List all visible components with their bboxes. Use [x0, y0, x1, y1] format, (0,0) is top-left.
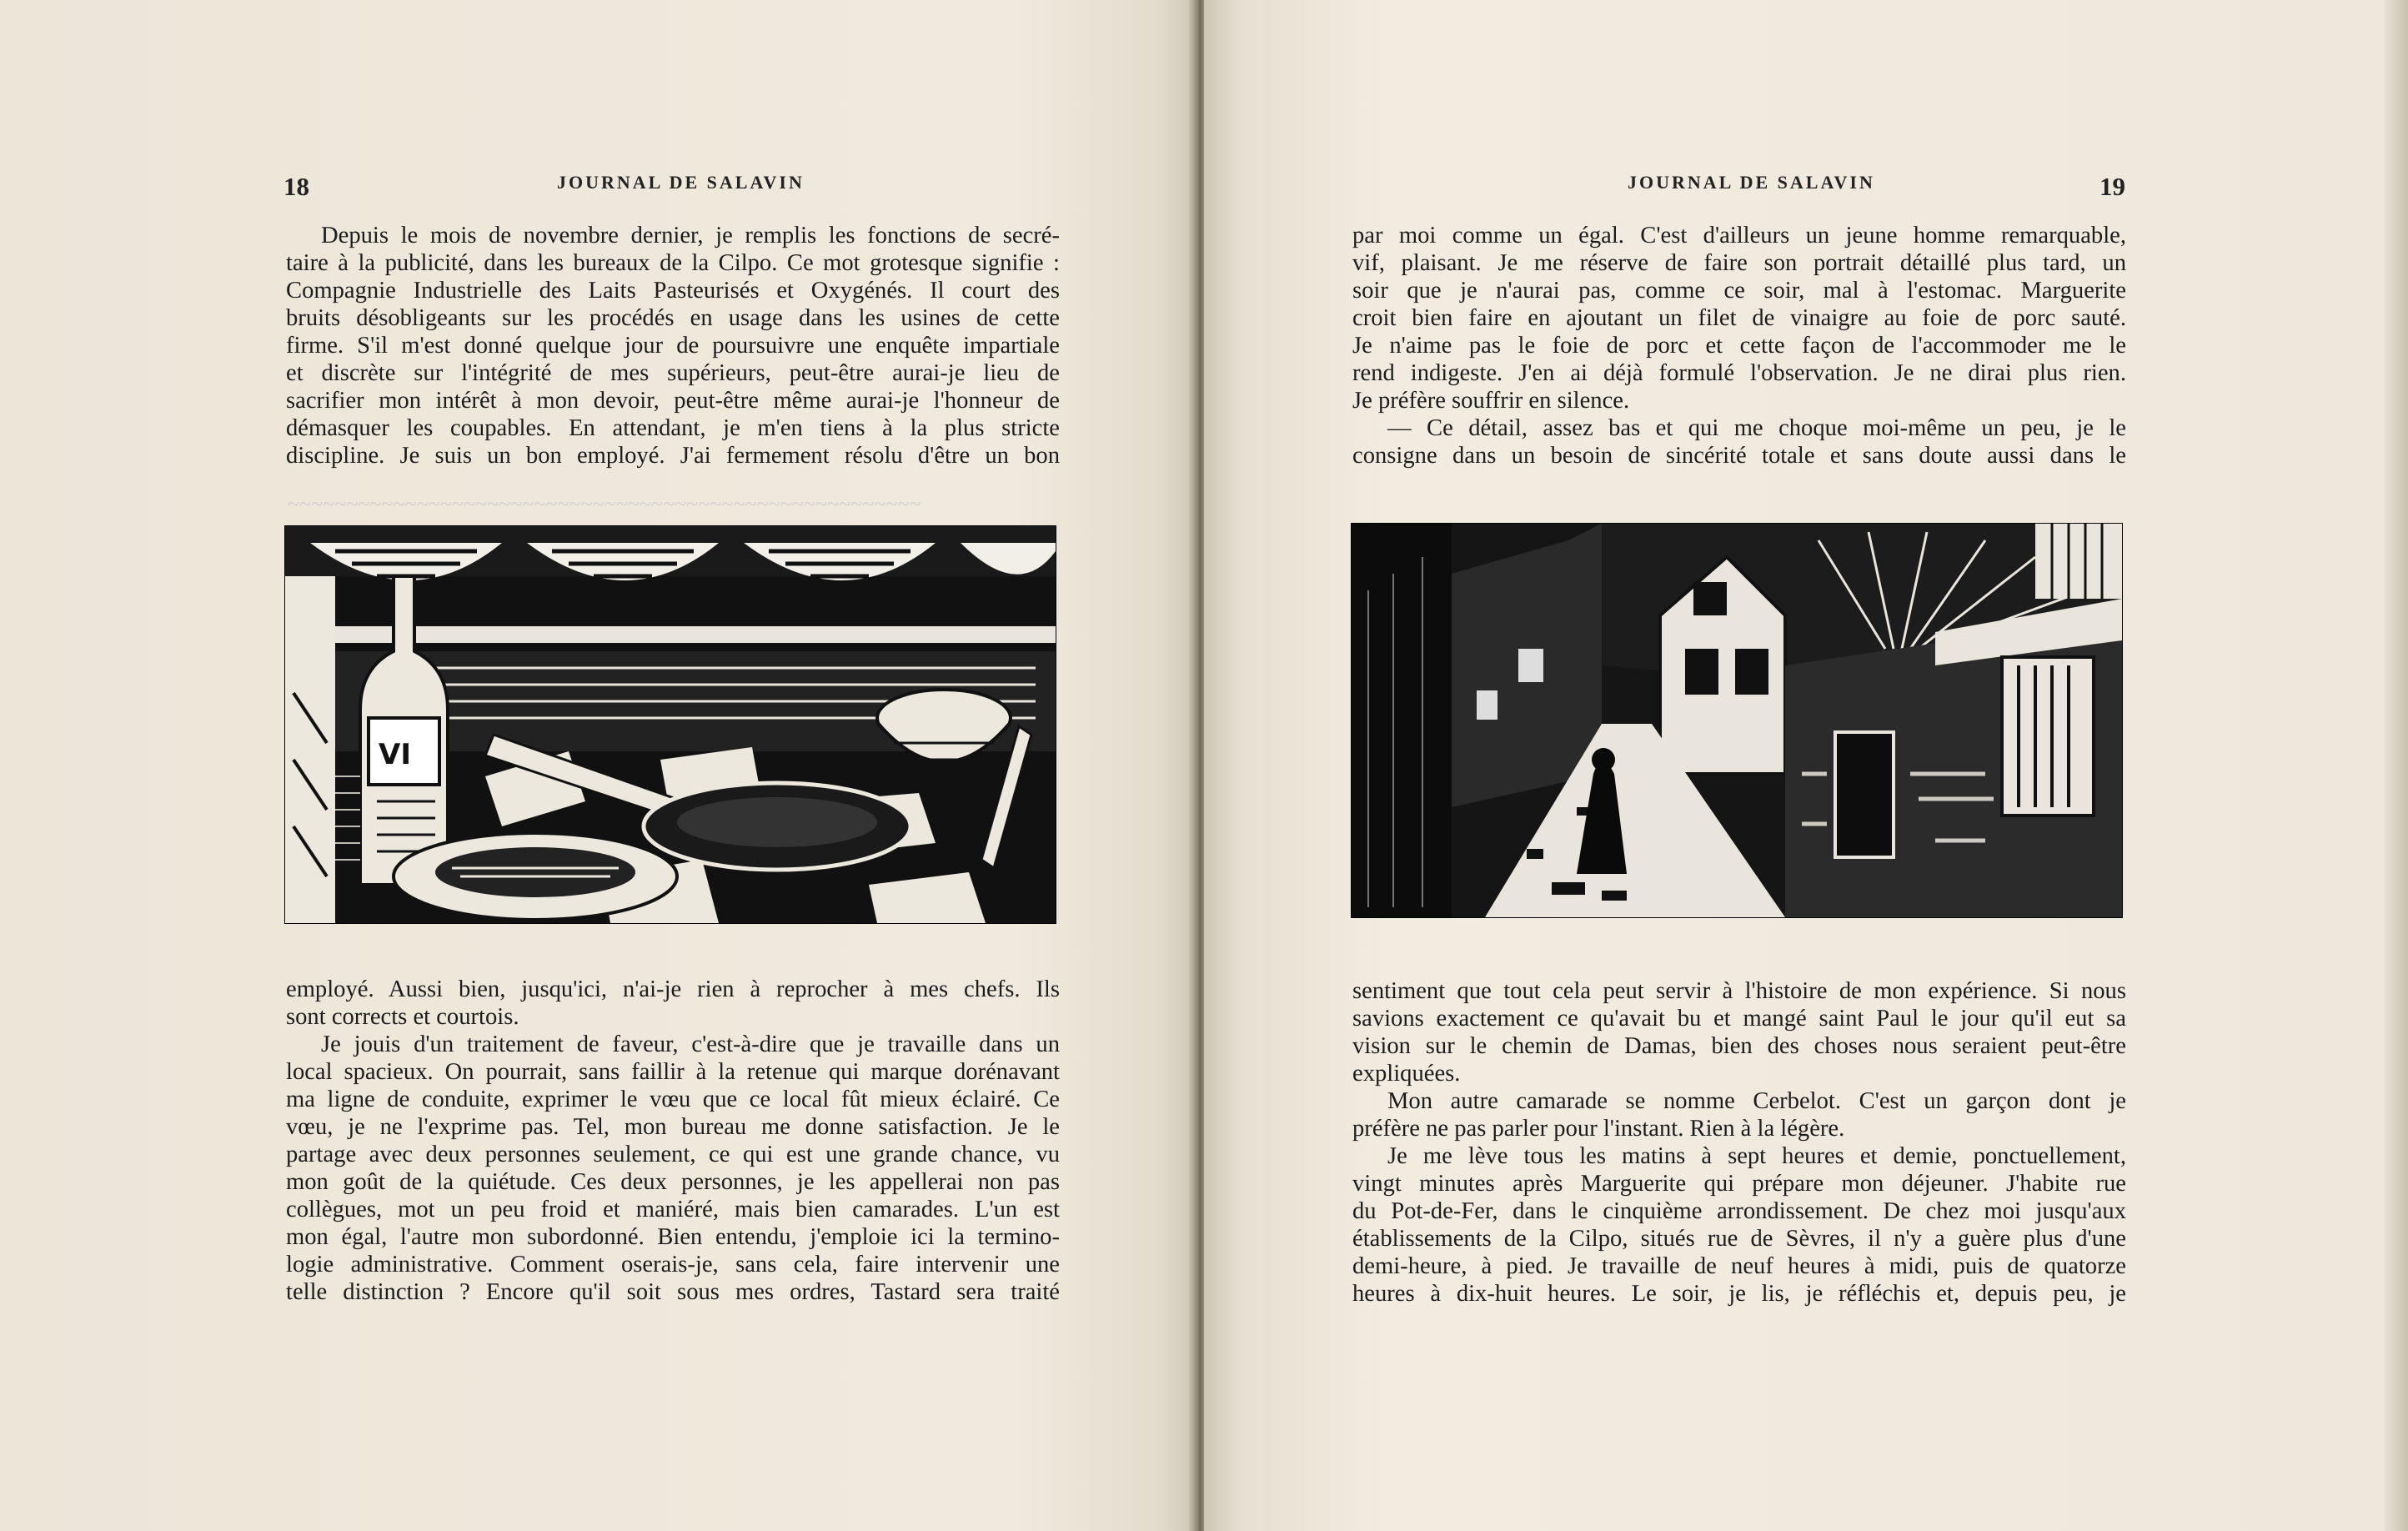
text-line: partage avec deux personnes seulement, ce qui est une grande chance, vu	[286, 1142, 1060, 1167]
text-line: Depuis le mois de novembre dernier, je remplis les fonctions de secré-	[321, 223, 1060, 248]
text-line: sont corrects et courtois.	[286, 1004, 519, 1030]
street-woodcut	[1352, 524, 2122, 917]
text-line: sacrifier mon intérêt à mon devoir, peut-être même aurai-je l'honneur de	[286, 388, 1060, 414]
left-text-top	[286, 222, 1060, 469]
text-line: vision sur le chemin de Damas, bien des choses nous seraient peut-être	[1352, 1033, 2126, 1059]
right-running-head: JOURNAL DE SALAVIN	[1628, 172, 1875, 193]
text-line: savions exactement ce qu'avait bu et mangé saint Paul le jour qu'il eut sa	[1352, 1006, 2126, 1032]
text-line: Je me lève tous les matins à sept heures et demie, ponctuellement,	[1387, 1143, 2126, 1169]
text-line: mon égal, l'autre mon subordonné. Bien entendu, j'emploie ici la termino-	[286, 1224, 1060, 1250]
text-line: local spacieux. On pourrait, sans faillir à la retenue qui marque dorénavant	[286, 1059, 1060, 1085]
text-line: du Pot-de-Fer, dans le cinquième arrondissement. De chez moi jusqu'aux	[1352, 1198, 2126, 1224]
text-line: taire à la publicité, dans les bureaux de la Cilpo. Ce mot grotesque signifie :	[286, 250, 1060, 276]
text-line: croit bien faire en ajoutant un filet de vinaigre au foie de porc sauté.	[1352, 305, 2126, 331]
right-page	[1204, 0, 2408, 1531]
left-folio: 18	[283, 172, 309, 201]
left-woodcut-illustration	[284, 525, 1056, 924]
text-line: par moi comme un égal. C'est d'ailleurs un jeune homme remarquable,	[1352, 223, 2126, 248]
text-line: employé. Aussi bien, jusqu'ici, n'ai-je rien à reprocher à mes chefs. Ils	[286, 976, 1060, 1002]
text-line: — Ce détail, assez bas et qui me choque moi-même un peu, je le	[1387, 415, 2126, 441]
text-line: logie administrative. Comment oserais-je, sans cela, faire intervenir une	[286, 1252, 1060, 1278]
text-line: et discrète sur l'intégrité de mes supérieurs, peut-être aurai-je lieu de	[286, 360, 1060, 386]
right-text-top	[1352, 222, 2126, 469]
text-line: firme. S'il m'est donné quelque jour de poursuivre une enquête impartiale	[286, 333, 1060, 359]
text-line: Je n'aime pas le foie de porc et cette façon de l'accommoder me le	[1352, 333, 2126, 359]
still-life-woodcut	[285, 526, 1056, 923]
text-line: vingt minutes après Marguerite qui prépare mon déjeuner. J'habite rue	[1352, 1171, 2126, 1197]
text-line: soir que je n'aurai pas, comme ce soir, mal à l'estomac. Marguerite	[1352, 278, 2126, 304]
text-line: Je jouis d'un traitement de faveur, c'est-à-dire que je travaille dans un	[321, 1032, 1060, 1057]
text-line: discipline. Je suis un bon employé. J'ai fermement résolu d'être un bon	[286, 443, 1060, 469]
text-line: vœu, je ne l'exprime pas. Tel, mon bureau me donne satisfaction. Je le	[286, 1114, 1060, 1140]
text-line: préfère ne pas parler pour l'instant. Rien à la légère.	[1352, 1116, 1845, 1142]
text-line: telle distinction ? Encore qu'il soit sous mes ordres, Tastard sera traité	[286, 1279, 1060, 1305]
text-line: expliquées.	[1352, 1061, 1461, 1087]
text-line: établissements de la Cilpo, situés rue de Sèvres, il n'y a guère plus d'une	[1352, 1226, 2126, 1252]
text-line: collègues, mot un peu froid et maniéré, mais bien camarades. L'un est	[286, 1197, 1060, 1222]
right-text-bottom	[1352, 977, 2126, 1308]
text-line: consigne dans un besoin de sincérité totale et sans doute aussi dans le	[1352, 443, 2126, 469]
left-page	[0, 0, 1194, 1531]
show-through-text: ~~~~~~~~~~~~~~~~~~~~~~~~~~~~~~~~~~~~~~~~~~~~~~~~~~~~~~	[288, 492, 921, 516]
text-line: demi-heure, à pied. Je travaille de neuf heures à midi, puis de quatorze	[1352, 1253, 2126, 1279]
left-running-head: JOURNAL DE SALAVIN	[557, 172, 805, 193]
text-line: ma ligne de conduite, exprimer le vœu que ce local fût mieux éclairé. Ce	[286, 1087, 1060, 1112]
text-line: heures à dix-huit heures. Le soir, je lis, je réfléchis et, depuis peu, je	[1352, 1281, 2126, 1307]
text-line: sentiment que tout cela peut servir à l'histoire de mon expérience. Si nous	[1352, 978, 2126, 1004]
svg-text:VI: VI	[379, 738, 411, 771]
left-text-bottom	[286, 976, 1060, 1306]
text-line: Je préfère souffrir en silence.	[1352, 388, 1630, 414]
right-folio: 19	[2099, 172, 2125, 201]
text-line: Compagnie Industrielle des Laits Pasteurisés et Oxygénés. Il court des	[286, 278, 1060, 304]
text-line: bruits désobligeants sur les procédés en usage dans les usines de cette	[286, 305, 1060, 331]
page-edge	[2385, 0, 2408, 1531]
text-line: vif, plaisant. Je me réserve de faire son portrait détaillé plus tard, un	[1352, 250, 2126, 276]
right-woodcut-illustration	[1351, 523, 2123, 918]
text-line: Mon autre camarade se nomme Cerbelot. C'est un garçon dont je	[1387, 1088, 2126, 1114]
text-line: rend indigeste. J'en ai déjà formulé l'observation. Je ne dirai plus rien.	[1352, 360, 2126, 386]
text-line: démasquer les coupables. En attendant, je m'en tiens à la plus stricte	[286, 415, 1060, 441]
text-line: mon goût de la quiétude. Ces deux personnes, je les appellerai non pas	[286, 1169, 1060, 1195]
